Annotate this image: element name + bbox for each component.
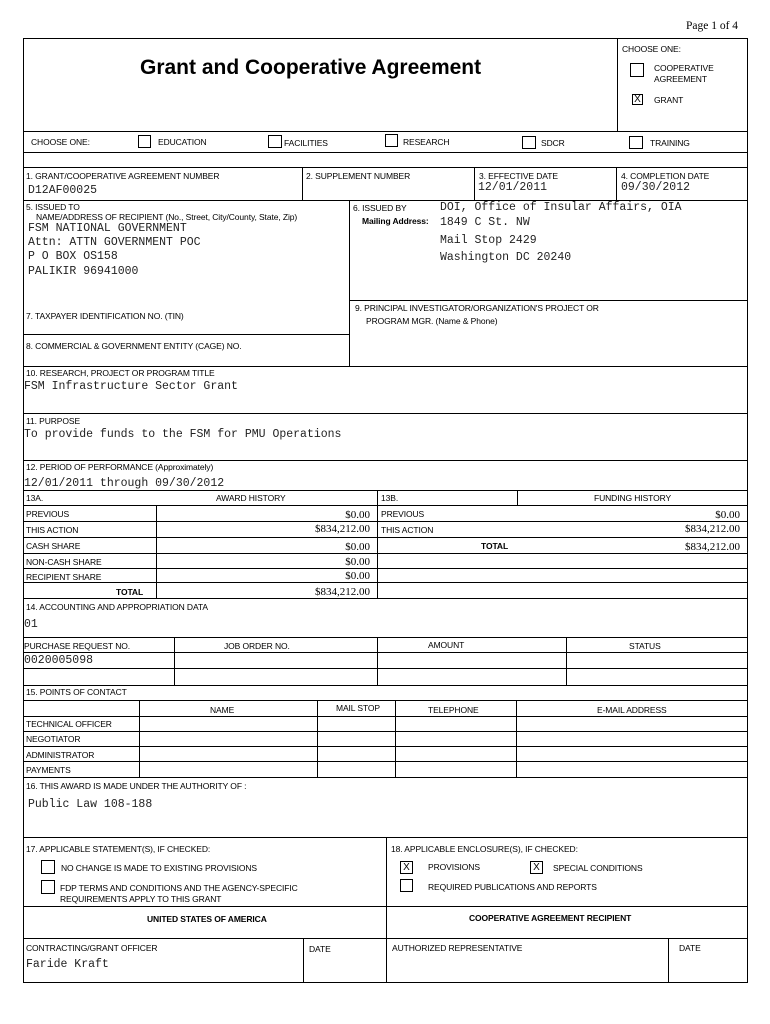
- award-total-label: TOTAL: [116, 587, 144, 597]
- training-label: TRAINING: [650, 138, 690, 148]
- box8-label: 8. COMMERCIAL & GOVERNMENT ENTITY (CAGE) NO.: [26, 341, 242, 351]
- page-number: Page 1 of 4: [686, 20, 739, 32]
- funding-history-header: FUNDING HISTORY: [594, 493, 672, 503]
- issuer-line-4: Washington DC 20240: [440, 251, 572, 264]
- issuer-line-3: Mail Stop 2429: [440, 234, 537, 247]
- facilities-label: FACILITIES: [284, 138, 328, 148]
- award-row-value-non-cash-share: $0.00: [345, 556, 370, 568]
- box1-label: 1. GRANT/COOPERATIVE AGREEMENT NUMBER: [26, 171, 220, 181]
- box14-label: 14. ACCOUNTING AND APPROPRIATION DATA: [26, 602, 208, 612]
- special-conditions-label: SPECIAL CONDITIONS: [553, 863, 643, 873]
- recipient-line-2: Attn: ATTN GOVERNMENT POC: [28, 236, 201, 249]
- mailing-address-label: Mailing Address:: [362, 216, 429, 226]
- box9-label-2: PROGRAM MGR. (Name & Phone): [366, 316, 498, 326]
- contact-telephone-header: TELEPHONE: [428, 705, 479, 715]
- cooperative-agreement-checkbox[interactable]: [630, 63, 644, 77]
- research-checkbox[interactable]: [385, 134, 398, 147]
- award-row-label-this-action: THIS ACTION: [26, 525, 79, 535]
- box2-label: 2. SUPPLEMENT NUMBER: [306, 171, 411, 181]
- fdp-terms-label-1: FDP TERMS AND CONDITIONS AND THE AGENCY-SPECIFIC: [60, 883, 298, 893]
- choose-one-label: CHOOSE ONE:: [622, 44, 681, 54]
- research-label: RESEARCH: [403, 137, 450, 147]
- grant-checkbox[interactable]: X: [632, 94, 643, 105]
- funding-total-value: $834,212.00: [685, 541, 740, 553]
- education-label: EDUCATION: [158, 137, 207, 147]
- funding-row-label-this-action: THIS ACTION: [381, 525, 434, 535]
- recipient-date-label: DATE: [679, 943, 701, 953]
- purpose-text: To provide funds to the FSM for PMU Operations: [24, 428, 342, 441]
- contact-email-header: E-MAIL ADDRESS: [597, 705, 667, 715]
- provisions-checkbox[interactable]: X: [400, 861, 413, 874]
- effective-date: 12/01/2011: [478, 181, 548, 194]
- award-row-value-previous: $0.00: [345, 509, 370, 521]
- recipient-line-1: FSM NATIONAL GOVERNMENT: [28, 222, 187, 235]
- box17-label: 17. APPLICABLE STATEMENT(S), IF CHECKED:: [26, 844, 211, 854]
- officer-date-label: DATE: [309, 944, 331, 954]
- cooperative-label-1: COOPERATIVE: [654, 63, 714, 73]
- box7-label: 7. TAXPAYER IDENTIFICATION NO. (TIN): [26, 311, 184, 321]
- award-row-label-previous: PREVIOUS: [26, 509, 70, 519]
- box10-label: 10. RESEARCH, PROJECT OR PROGRAM TITLE: [26, 368, 215, 378]
- box5-label: 5. ISSUED TO: [26, 202, 80, 212]
- recipient-line-4: PALIKIR 96941000: [28, 265, 139, 278]
- award-row-value-recipient-share: $0.00: [345, 570, 370, 582]
- box9-label-1: 9. PRINCIPAL INVESTIGATOR/ORGANIZATION'S PROJECT OR: [355, 303, 599, 313]
- cooperative-label-2: AGREEMENT: [654, 74, 707, 84]
- issuer-line-2: 1849 C St. NW: [440, 216, 530, 229]
- job-order-header: JOB ORDER NO.: [224, 641, 290, 651]
- contact-row-technical-officer: TECHNICAL OFFICER: [26, 719, 112, 729]
- authorized-rep-label: AUTHORIZED REPRESENTATIVE: [392, 943, 523, 953]
- box6-label: 6. ISSUED BY: [353, 203, 407, 213]
- form-title: Grant and Cooperative Agreement: [140, 56, 482, 79]
- box13b-label: 13B.: [381, 493, 399, 503]
- no-change-checkbox[interactable]: [41, 860, 55, 874]
- authority-text: Public Law 108-188: [28, 798, 153, 811]
- status-header: STATUS: [629, 641, 661, 651]
- box18-label: 18. APPLICABLE ENCLOSURE(S), IF CHECKED:: [391, 844, 578, 854]
- recipient-header: COOPERATIVE AGREEMENT RECIPIENT: [469, 913, 632, 923]
- special-conditions-checkbox[interactable]: X: [530, 861, 543, 874]
- funding-total-label: TOTAL: [481, 541, 509, 551]
- box15-label: 15. POINTS OF CONTACT: [26, 687, 127, 697]
- box4-label: 4. COMPLETION DATE: [621, 171, 710, 181]
- required-publications-label: REQUIRED PUBLICATIONS AND REPORTS: [428, 882, 597, 892]
- award-total-value: $834,212.00: [315, 586, 370, 598]
- amount-header: AMOUNT: [428, 640, 465, 650]
- funding-row-label-previous: PREVIOUS: [381, 509, 425, 519]
- box11-label: 11. PURPOSE: [26, 416, 81, 426]
- education-checkbox[interactable]: [138, 135, 151, 148]
- provisions-label: PROVISIONS: [428, 862, 480, 872]
- box12-label: 12. PERIOD OF PERFORMANCE (Approximately): [26, 462, 214, 472]
- period-of-performance: 12/01/2011 through 09/30/2012: [24, 477, 225, 490]
- facilities-checkbox[interactable]: [268, 135, 282, 148]
- sdcr-checkbox[interactable]: [522, 136, 536, 149]
- recipient-line-3: P O BOX OS158: [28, 250, 118, 263]
- purchase-request-number: 0020005098: [24, 654, 94, 667]
- funding-row-value-previous: $0.00: [715, 509, 740, 521]
- required-publications-checkbox[interactable]: [400, 879, 413, 892]
- box3-label: 3. EFFECTIVE DATE: [479, 171, 558, 181]
- award-row-value-this-action: $834,212.00: [315, 523, 370, 535]
- fdp-terms-label-2: REQUIREMENTS APPLY TO THIS GRANT: [60, 894, 222, 904]
- training-checkbox[interactable]: [629, 136, 643, 149]
- grant-officer-label: CONTRACTING/GRANT OFFICER: [26, 943, 158, 953]
- contact-row-payments: PAYMENTS: [26, 765, 71, 775]
- project-title: FSM Infrastructure Sector Grant: [24, 380, 238, 393]
- grant-officer-name: Faride Kraft: [26, 958, 109, 971]
- agreement-number: D12AF00025: [28, 184, 98, 197]
- contact-row-negotiator: NEGOTIATOR: [26, 734, 81, 744]
- contact-mailstop-header: MAIL STOP: [336, 703, 380, 713]
- award-history-header: AWARD HISTORY: [216, 493, 286, 503]
- fdp-terms-checkbox[interactable]: [41, 880, 55, 894]
- contact-row-administrator: ADMINISTRATOR: [26, 750, 95, 760]
- choose-one-row-label: CHOOSE ONE:: [31, 137, 90, 147]
- sdcr-label: SDCR: [541, 138, 565, 148]
- award-row-value-cash-share: $0.00: [345, 541, 370, 553]
- contact-name-header: NAME: [210, 705, 235, 715]
- funding-row-value-this-action: $834,212.00: [685, 523, 740, 535]
- box13a-label: 13A.: [26, 493, 44, 503]
- award-row-label-cash-share: CASH SHARE: [26, 541, 81, 551]
- award-row-label-non-cash-share: NON-CASH SHARE: [26, 557, 102, 567]
- box5-sublabel: NAME/ADDRESS OF RECIPIENT (No., Street, City/County, State, Zip): [36, 212, 298, 222]
- box16-label: 16. THIS AWARD IS MADE UNDER THE AUTHORITY OF :: [26, 781, 247, 791]
- purchase-request-header: PURCHASE REQUEST NO.: [24, 641, 131, 651]
- accounting-data: 01: [24, 618, 38, 631]
- grant-label: GRANT: [654, 95, 684, 105]
- usa-header: UNITED STATES OF AMERICA: [147, 914, 267, 924]
- issuer-line-1: DOI, Office of Insular Affairs, OIA: [440, 201, 682, 214]
- completion-date: 09/30/2012: [621, 181, 691, 194]
- award-row-label-recipient-share: RECIPIENT SHARE: [26, 572, 102, 582]
- no-change-label: NO CHANGE IS MADE TO EXISTING PROVISIONS: [61, 863, 257, 873]
